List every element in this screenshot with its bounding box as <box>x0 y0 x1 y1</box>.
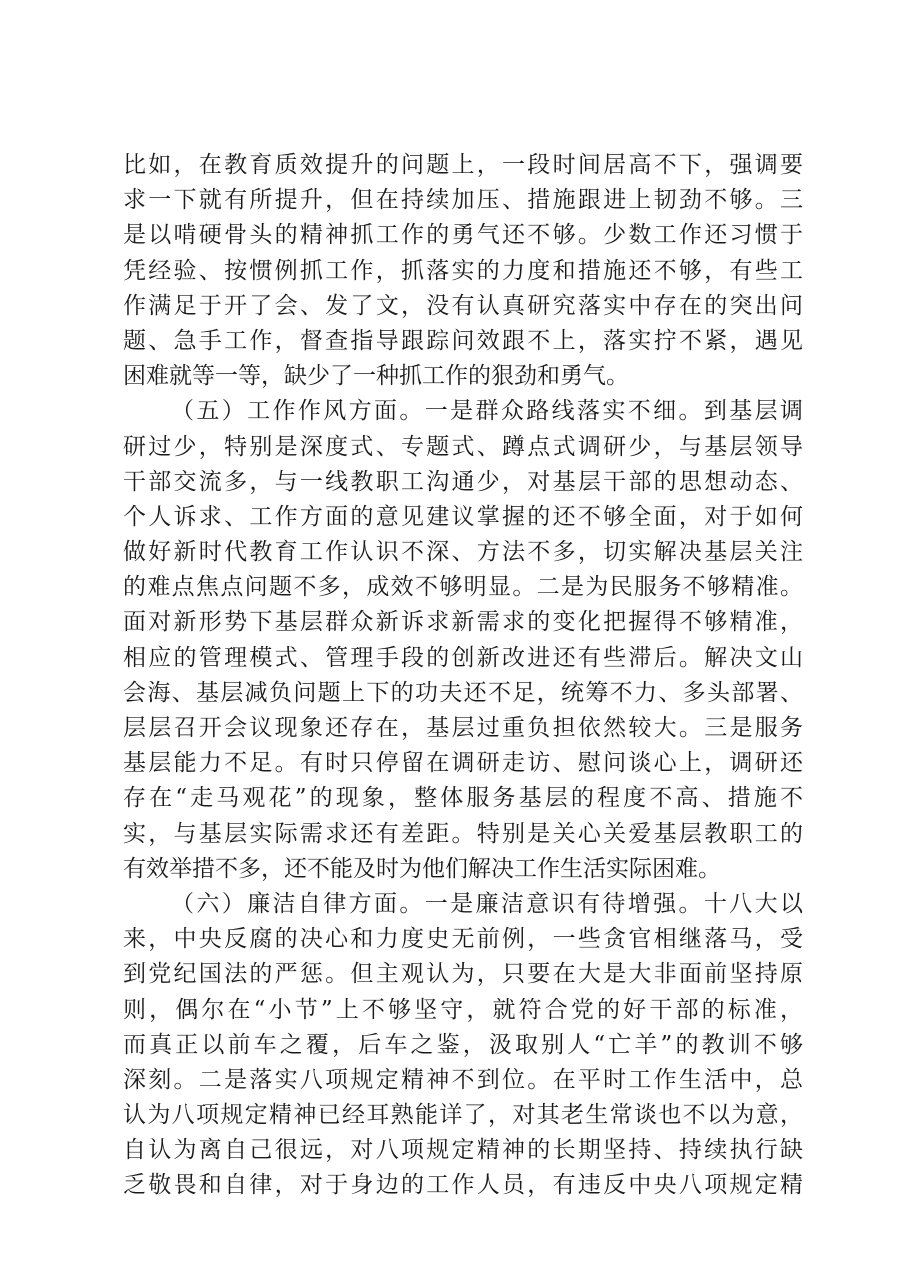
text-line: 作满足于开了会、发了文，没有认真研究落实中存在的突出问 <box>123 292 803 319</box>
text-line: 来，中央反腐的决心和力度史无前例，一些贪官相继落马，受 <box>123 926 803 953</box>
text-line: 会海、基层减负问题上下的功夫还不足，统筹不力、多头部署、 <box>123 679 803 706</box>
text-line: 而真正以前车之覆，后车之鉴，汲取别人“亡羊”的教训不够 <box>123 1031 803 1058</box>
text-line: 有效举措不多，还不能及时为他们解决工作生活实际困难。 <box>123 855 721 882</box>
text-line: 自认为离自己很远，对八项规定精神的长期坚持、持续执行缺 <box>123 1137 803 1164</box>
document-body-text <box>123 148 803 1204</box>
text-line: （六）廉洁自律方面。一是廉洁意识有待增强。十八大以 <box>171 890 803 917</box>
text-line: 相应的管理模式、管理手段的创新改进还有些滞后。解决文山 <box>123 644 803 671</box>
text-line: 的难点焦点问题不多，成效不够明显。二是为民服务不够精准。 <box>123 574 803 601</box>
text-line: 求一下就有所提升，但在持续加压、措施跟进上韧劲不够。三 <box>123 187 803 214</box>
text-line: 基层能力不足。有时只停留在调研走访、慰问谈心上，调研还 <box>123 750 803 777</box>
text-line: 是以啃硬骨头的精神抓工作的勇气还不够。少数工作还习惯于 <box>123 222 803 249</box>
text-line: 深刻。二是落实八项规定精神不到位。在平时工作生活中，总 <box>123 1066 803 1093</box>
text-line: 干部交流多，与一线教职工沟通少，对基层干部的思想动态、 <box>123 468 803 495</box>
text-line: 做好新时代教育工作认识不深、方法不多，切实解决基层关注 <box>123 539 803 566</box>
text-line: 比如，在教育质效提升的问题上，一段时间居高不下，强调要 <box>123 152 803 178</box>
text-line: 凭经验、按惯例抓工作，抓落实的力度和措施还不够，有些工 <box>123 257 803 284</box>
text-line: 层层召开会议现象还存在，基层过重负担依然较大。三是服务 <box>123 715 803 741</box>
text-line: 乏敬畏和自律，对于身边的工作人员，有违反中央八项规定精 <box>123 1172 803 1199</box>
text-line: 困难就等一等，缺少了一种抓工作的狠劲和勇气。 <box>123 363 629 390</box>
text-line: 面对新形势下基层群众新诉求新需求的变化把握得不够精准， <box>123 609 803 636</box>
text-line: 到党纪国法的严惩。但主观认为，只要在大是大非面前坚持原 <box>123 961 803 988</box>
text-line: 研过少，特别是深度式、专题式、蹲点式调研少，与基层领导 <box>123 433 803 460</box>
text-line: 认为八项规定精神已经耳熟能详了，对其老生常谈也不以为意， <box>123 1102 803 1129</box>
text-line: 个人诉求、工作方面的意见建议掌握的还不够全面，对于如何 <box>123 503 803 530</box>
text-line: 题、急手工作，督查指导跟踪问效跟不上，落实拧不紧，遇见 <box>123 327 803 354</box>
text-line: 则，偶尔在“小节”上不够坚守，就符合党的好干部的标准， <box>123 996 803 1023</box>
text-line: 实，与基层实际需求还有差距。特别是关心关爱基层教职工的 <box>123 820 803 847</box>
text-line: （五）工作作风方面。一是群众路线落实不细。到基层调 <box>171 398 803 425</box>
text-line: 存在“走马观花”的现象，整体服务基层的程度不高、措施不 <box>123 785 803 812</box>
